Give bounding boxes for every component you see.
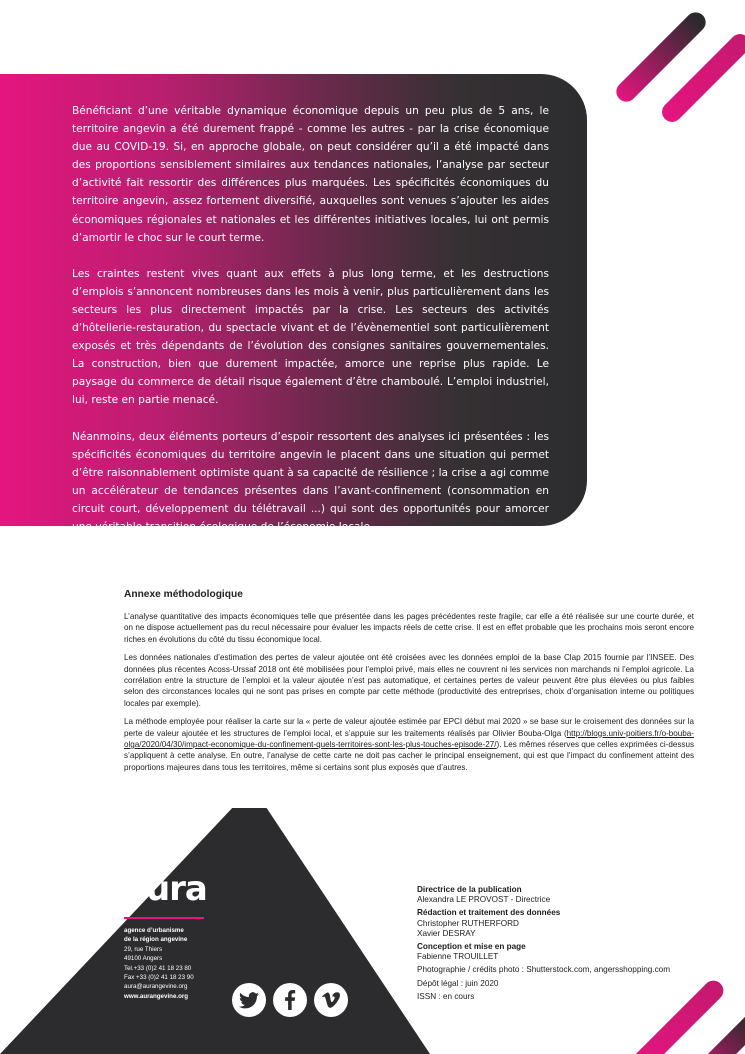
- fax: Fax +33 (0)2 41 18 23 90: [124, 974, 194, 982]
- vimeo-icon: [322, 992, 340, 1008]
- logo-underline: [124, 917, 204, 919]
- annex-p3-before: La méthode employée pour réaliser la carte sur la « perte de valeur ajoutée estimée par EPCI début mai 2020 » se base sur le croisement des données sur la perte de valeur ajoutée et les structures de l’emploi local, et s’appuie sur les traitements réalisés par Olivier Bouba-Olga (: [124, 717, 694, 738]
- annex-paragraph-3: [124, 716, 694, 773]
- conclusion-panel: [0, 74, 587, 533]
- legal-deposit: Dépôt légal : juin 2020: [417, 978, 499, 988]
- website-link[interactable]: www.aurangevine.org: [124, 992, 189, 1000]
- director-heading: Directrice de la publication: [417, 885, 522, 894]
- city: 49100 Angers: [124, 955, 163, 963]
- annex-p3-after: ). Les mêmes réserves que celles exprimées ci-dessus s’appliquent à cette analyse. En outre, l’analyse de cette carte ne doit pas cacher le principal enseignement, qui est que l’impact du confinement atteint des proportions majeures dans tous les territoires, même si certains sont plus exposés que d’autres.: [124, 740, 694, 772]
- phone: Tel.+33 (0)2 41 18 23 80: [124, 964, 192, 972]
- writer-1: Christopher RUTHERFORD: [417, 918, 519, 928]
- designer: Fabienne TROUILLET: [417, 952, 499, 962]
- email-link[interactable]: aura@aurangevine.org: [124, 983, 188, 991]
- issn: ISSN : en cours: [417, 991, 475, 1001]
- writer-2: Xavier DESRAY: [417, 928, 476, 938]
- director-name: Alexandra LE PROVOST - Directrice: [417, 895, 551, 905]
- facebook-button[interactable]: [273, 983, 307, 1017]
- photo-credits: Photographie / crédits photo : Shutterstock.com, angersshopping.com: [417, 965, 671, 975]
- writing-heading: Rédaction et traitement des données: [417, 908, 561, 918]
- org-name-line-1: agence d’urbanisme: [124, 927, 184, 934]
- annex-paragraph-2: Les données nationales d’estimation des pertes de valeur ajoutée ont été croisées avec les données emploi de la base Clap 2015 fournie par l’INSEE. Des données plus récentes Acoss-Urssaf 2018 ont été mobilisées pour l’emploi privé, mais elles ne couvrent ni les services non marchands ni l’emploi agricole. La corrélation entre la structure de l’emploi et la valeur ajoutée n’est pas automatique, et certaines pertes de valeur peuvent être plus élevées ou plus faibles selon des circonstances locales qui ne sont pas prises en compte par cette méthode (productivité des entreprises, choix d’organisation interne ou politiques locales par exemple).: [124, 653, 694, 708]
- conclusion-paragraph-3: Néanmoins, deux éléments porteurs d’espoir ressortent des analyses ici présentées : les spécificités économiques du territoire angevin le placent dans une situation qui permet d’être raisonnablement optimiste quant à sa capacité de résilience ; la crise a agi comme un accélérateur de tendances présentes dans l’avant-confinement (consommation en circuit court, développement du télétravail ...) qui sont des opportunités pour amorcer une véritable transition écologique de l’économie locale.: [72, 430, 549, 533]
- aura-logo: aura: [124, 869, 207, 909]
- design-heading: Conception et mise en page: [417, 942, 526, 952]
- conclusion-paragraph-2: Les craintes restent vives quant aux effets à plus long terme, et les destructions d’emplois s’annoncent nombreuses dans les mois à venir, plus particulièrement dans les secteurs les plus directement impactés par la crise. Les secteurs des activités d’hôtellerie-restauration, du spectacle vivant et de l’évènementiel sont particulièrement exposés et très dépendants de l’évolution des consignes sanitaires gouvernementales. La construction, bien que durement impactée, amorce une reprise plus rapide. Le paysage du commerce de détail risque également d’être chamboulé. L’emploi industriel, lui, reste en partie menacé.: [72, 267, 549, 407]
- source-link[interactable]: http://blogs.univ-poitiers.fr/o-bouba-olga/2020/04/30/impact-economique-du-confinement-quels-territoires-sont-les-plus-touches-episode-27/: [124, 728, 694, 750]
- org-name-line-2: de la région angevine: [124, 936, 188, 944]
- vimeo-button[interactable]: [314, 983, 348, 1017]
- street: 29, rue Thiers: [124, 945, 163, 953]
- publication-credits: [417, 885, 717, 1002]
- annex-title: Annexe méthodologique: [124, 589, 243, 600]
- twitter-button[interactable]: [232, 983, 266, 1017]
- facebook-icon: [284, 990, 296, 1010]
- conclusion-paragraph-1: Bénéficiant d’une véritable dynamique économique depuis un peu plus de 5 ans, le territoire angevin a été durement frappé - comme les autres - par la crise économique due au COVID-19. Si, en approche globale, on peut considérer qu’il a été impacté dans des proportions sensiblement similaires aux tendances nationales, l’analyse par secteur d’activité fait ressortir des différences plus marquées. Les spécificités économiques du territoire angevin, assez fortement diversifié, auxquelles sont venues s’ajouter les aides économiques régionales et nationales et les différentes initiatives locales, lui ont permis d’amortir le choc sur le court terme.: [72, 105, 549, 244]
- twitter-icon: [239, 992, 259, 1009]
- agency-address: [124, 926, 224, 1001]
- annex-paragraph-1: L’analyse quantitative des impacts économiques telle que présentée dans les pages précédentes reste fragile, car elle a été réalisée sur une courte durée, et on ne dispose actuellement pas du recul nécessaire pour évaluer les impacts réels de cette crise. Il est en effet probable que les prochains mois seront encore riches en évolutions du côté du tissu économique local.: [124, 612, 694, 644]
- methodology-annex: [124, 589, 694, 780]
